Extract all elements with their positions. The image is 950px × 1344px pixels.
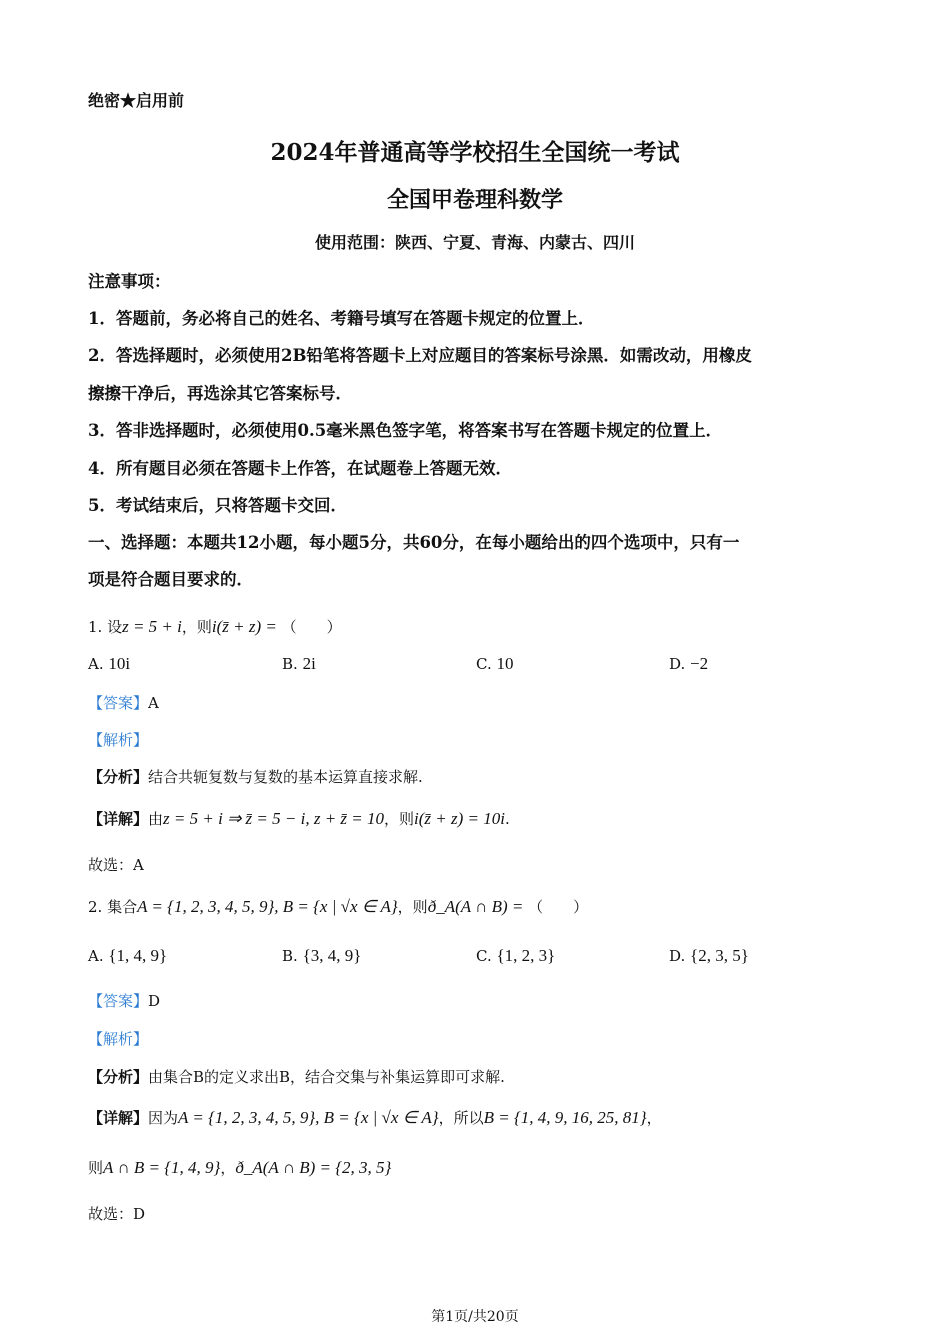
q2-expression: A = {1, 2, 3, 4, 5, 9}, B = {x | √x ∈ A}: [137, 897, 398, 916]
q1-prefix: 1. 设: [88, 618, 123, 636]
usage-scope: 使用范围：陕西、宁夏、青海、内蒙古、四川: [314, 233, 635, 252]
note-item-2: 2．答选择题时，必须使用2B铅笔将答题卡上对应题目的答案标号涂黑．如需改动，用橡皮: [88, 346, 752, 365]
note-item-5: 5．考试结束后，只将答题卡交回．: [88, 496, 347, 515]
q1-conclusion: 故选：A: [88, 856, 144, 874]
q1-option-a: A. 10i: [88, 654, 131, 673]
q2-option-c: C. {1, 2, 3}: [476, 946, 556, 965]
q2-detail-line2: 则A ∩ B = {1, 4, 9}，ð_A(A ∩ B) = {2, 3, 5}: [88, 1158, 392, 1177]
section-heading-line1: 一、选择题：本题共12小题，每小题5分，共60分，在每小题给出的四个选项中，只有一: [88, 533, 740, 552]
page-number: 第1页/共20页: [431, 1309, 519, 1325]
q2-option-b: B. {3, 4, 9}: [282, 946, 362, 965]
confidential-label: 绝密★启用前: [88, 91, 185, 110]
q2-fenxi: 【分析】由集合B的定义求出B，结合交集与补集运算即可求解.: [88, 1068, 505, 1086]
q1-option-d: D. −2: [669, 654, 709, 673]
note-item-2-cont: 擦擦干净后，再选涂其它答案标号．: [88, 384, 352, 403]
answer-tag: 【答案】: [88, 694, 149, 712]
q1-option-c: C. 10: [476, 654, 514, 673]
q1-analysis-tag: 【解析】: [88, 731, 149, 749]
q2-analysis-tag: 【解析】: [88, 1030, 149, 1048]
q2-option-d: D. {2, 3, 5}: [669, 946, 749, 965]
q2-detail: 【详解】因为A = {1, 2, 3, 4, 5, 9}, B = {x | √x ∈ A}，所以B = {1, 4, 9, 16, 25, 81}，: [88, 1108, 662, 1127]
notes-heading: 注意事项：: [88, 272, 171, 291]
q2-option-a: A. {1, 4, 9}: [88, 946, 168, 965]
q2-target-expression: ð_A(A ∩ B) =: [427, 897, 524, 916]
note-item-4: 4．所有题目必须在答题卡上作答，在试题卷上答题无效．: [88, 459, 512, 478]
question-1-stem: [88, 616, 342, 637]
exam-title: 2024年普通高等学校招生全国统一考试: [270, 139, 680, 166]
q2-answer: 【答案】D: [88, 992, 161, 1010]
q1-blank: （ ）: [281, 618, 342, 636]
q1-expression: z = 5 + i: [122, 617, 182, 636]
exam-subtitle: 全国甲卷理科数学: [386, 187, 563, 213]
q2-conclusion: 故选：D: [88, 1205, 146, 1223]
q1-detail: 【详解】由z = 5 + i ⇒ z̄ = 5 − i, z + z̄ = 10，则i(z̄ + z) = 10i.: [88, 809, 510, 828]
section-heading-line2: 项是符合题目要求的．: [88, 570, 253, 589]
q1-option-b: B. 2i: [282, 654, 316, 673]
note-item-1: 1．答题前，务必将自己的姓名、考籍号填写在答题卡规定的位置上．: [88, 309, 595, 328]
q1-target-expression: i(z̄ + z) =: [211, 617, 277, 636]
q1-answer: 【答案】A: [88, 694, 159, 712]
note-item-3: 3．答非选择题时，必须使用0.5毫米黑色签字笔，将答案书写在答题卡规定的位置上．: [88, 421, 723, 440]
question-2-stem: 2. 集合A = {1, 2, 3, 4, 5, 9}, B = {x | √x ∈ A}，则ð_A(A ∩ B) = （ ）: [88, 897, 589, 916]
q1-fenxi: 【分析】结合共轭复数与复数的基本运算直接求解.: [88, 768, 423, 786]
q1-mid: ，则: [181, 618, 212, 636]
